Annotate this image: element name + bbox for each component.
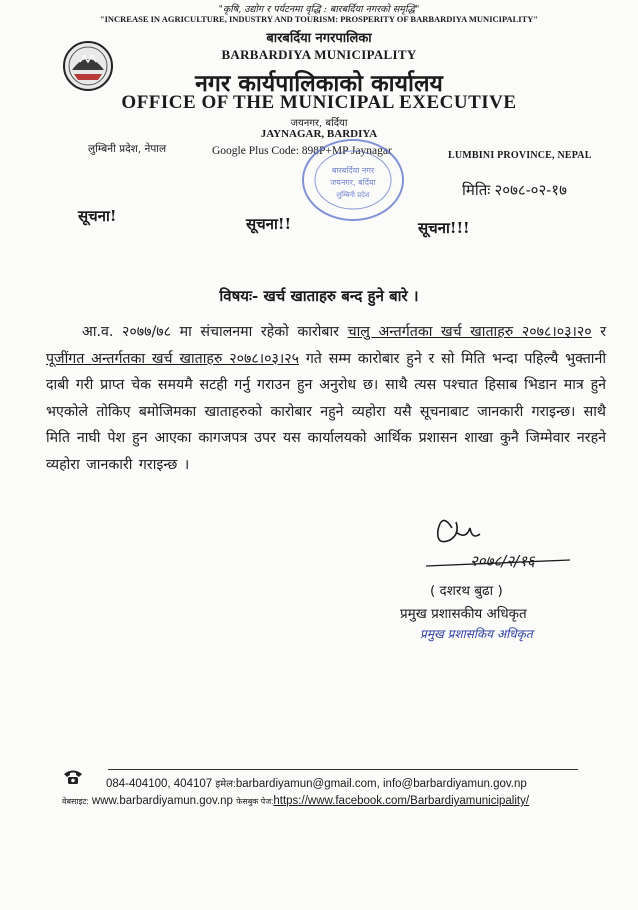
municipality-name-nepali: बारबर्दिया नगरपालिका [266,31,372,46]
document-date: मितिः २०७८-०२-१७ [462,182,567,199]
footer-facebook-label: फेसबुक पेज: [236,797,274,806]
municipality-name-english: BARBARDIYA MUNICIPALITY [221,47,417,62]
office-name-english: OFFICE OF THE MUNICIPAL EXECUTIVE [121,92,517,113]
footer-divider [108,769,578,770]
notice-label-2: सूचना!! [246,215,292,233]
footer-phone: 084-404100, 404107 [106,778,213,790]
notice-label-3: सूचना!!! [418,219,470,237]
footer-email[interactable]: barbardiyamun@gmail.com, info@barbardiyamun.gov.np [235,778,527,790]
office-stamp [298,135,408,225]
address-english: JAYNAGAR, BARDIYA [260,128,378,140]
svg-text:लुम्बिनी प्रदेश: लुम्बिनी प्रदेश [336,191,370,199]
office-name-nepali: नगर कार्यपालिकाको कार्यालय [195,70,443,97]
province-english: LUMBINI PROVINCE, NEPAL [448,150,592,161]
footer-website[interactable]: www.barbardiyamun.gov.np [91,795,233,807]
phone-icon [62,768,84,786]
plus-code: Google Plus Code: 898P+MP Jaynagar [212,145,392,157]
motto-nepali: "कृषि, उद्योग र पर्यटनमा वृद्धि : बारबर्दिया नगरको समृद्धि" [218,4,420,15]
subject-line: विषयः- खर्च खाताहरु बन्द हुने बारे । [219,287,419,305]
svg-text:जयनगर, बर्दिया: जयनगर, बर्दिया [330,178,376,187]
signatory-name: ( दशरथ बुढा ) [430,583,503,599]
signature-date: २०७८/२/१६ [470,552,535,570]
address-nepali: जयनगर, बर्दिया [290,118,348,129]
motto-english: "INCREASE IN AGRICULTURE, INDUSTRY AND TOURISM: PROSPERITY OF BARBARDIYA MUNICIPALITY" [99,14,539,24]
current-accounts-deadline: चालु अन्तर्गतका खर्च खाताहरु २०७८।०३।२० [347,324,592,340]
province-nepali: लुम्बिनी प्रदेश, नेपाल [88,143,167,155]
title-stamp: प्रमुख प्रशासकिय अधिकृत [420,627,533,641]
body-part-2: र [591,324,606,340]
body-part-1: आ.व. २०७७/७८ मा संचालनमा रहेको कारोबार [82,324,348,340]
signatory-title: प्रमुख प्रशासकीय अधिकृत [400,606,527,622]
footer-website-label: वेबसाइट: [62,797,89,806]
footer-email-label: इमेल: [215,779,236,790]
svg-text:बारबर्दिया नगर: बारबर्दिया नगर [331,166,375,175]
body-part-3: गते सम्म कारोबार हुने र सो मिति भन्दा पहिल्यै भुक्तानी दाबी गरी प्राप्त चेक समयमै सटही गर्नु गराउन हुन अनुरोध छ। साथै त्यस पश्चात हिसाब भिडान मात्र हुने भएकोले तोकिए बमोजिमका खाताहरुको कारोबार नहुने व्यहोरा यसै सूचनाबाट जानकारी गराइन्छ। साथै मिति नाघी पेश हुन आएका कागजपत्र उपर यस कार्यालयको आर्थिक प्रशासन शाखा कुनै जिम्मेवार नरहने व्यहोरा जानकारी गराइन्छ । [46,350,607,473]
footer-contact [106,776,527,790]
handwritten-signature [420,510,580,582]
capital-accounts-deadline: पूजींगत अन्तर्गतका खर्च खाताहरु २०७८।०३।२५ [46,350,299,367]
notice-label-1: सूचना! [78,207,117,225]
footer-web [62,795,529,807]
notice-body [46,319,606,478]
footer-facebook-link[interactable]: https://www.facebook.com/Barbardiyamunicipality/ [273,795,530,807]
